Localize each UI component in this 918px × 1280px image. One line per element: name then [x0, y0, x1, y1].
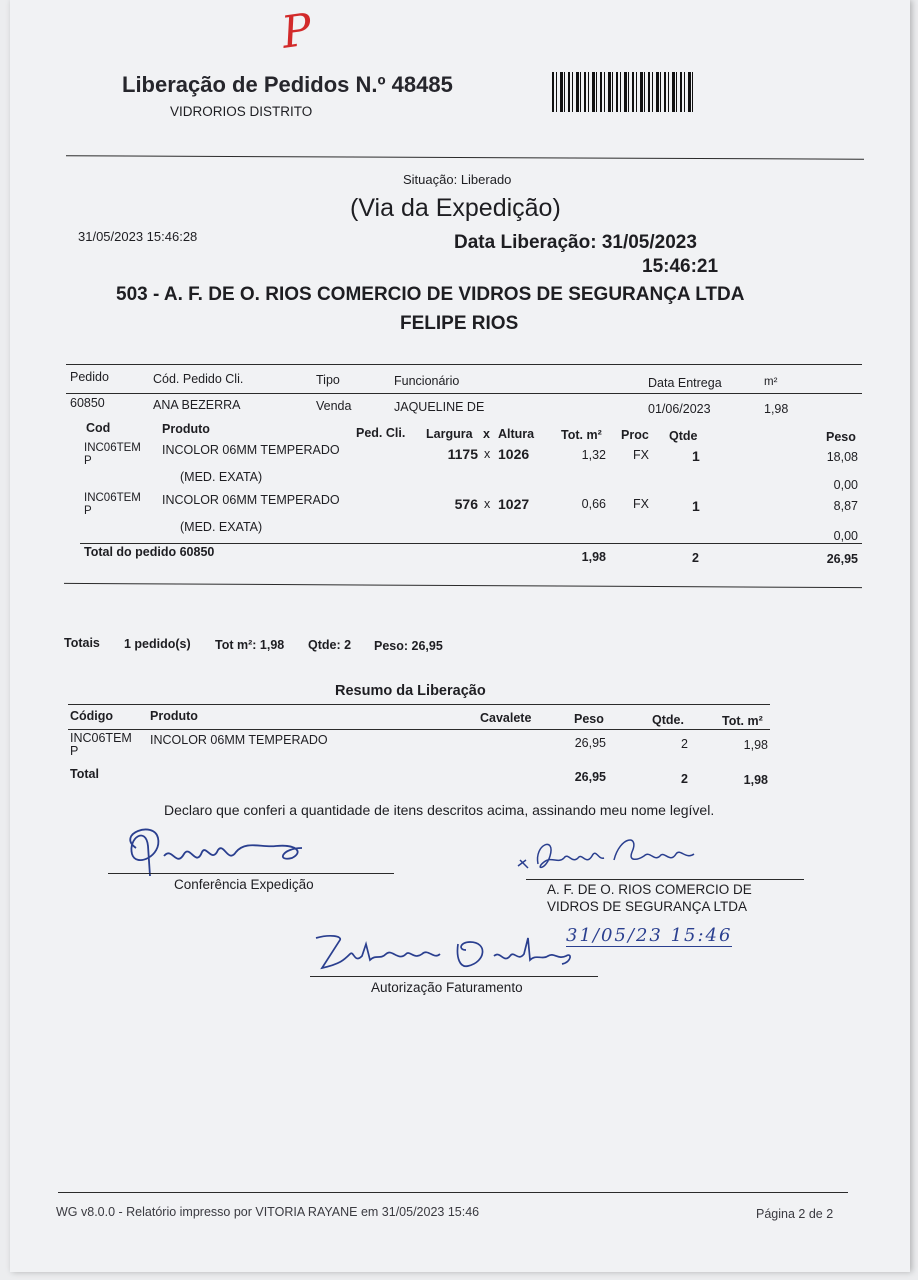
resumo-peso: 26,95 — [574, 736, 606, 750]
col-cod-pedido-cli: Cód. Pedido Cli. — [153, 372, 244, 386]
totals-label: Totais — [64, 636, 100, 650]
order-total-qtde: 2 — [692, 551, 699, 565]
items-col-tot-m2: Tot. m² — [561, 428, 602, 442]
resumo-col-produto: Produto — [150, 709, 198, 723]
order-m2: 1,98 — [764, 402, 789, 416]
company-line-2: VIDROS DE SEGURANÇA LTDA — [547, 899, 748, 914]
autorizacao-label: Autorização Faturamento — [371, 980, 523, 995]
resumo-qtde: 2 — [681, 737, 688, 751]
resumo-col-peso: Peso — [574, 712, 604, 726]
conferencia-label: Conferência Expedição — [174, 877, 314, 892]
data-liberacao: Data Liberação: 31/05/2023 — [454, 232, 697, 253]
order-table-top — [66, 364, 862, 365]
col-funcionario: Funcionário — [394, 374, 460, 388]
declaration-text: Declaro que conferi a quantidade de itens descritos acima, assinando meu nome legível. — [164, 802, 715, 818]
items-col-largura: Largura — [426, 427, 473, 441]
items-col-qtde: Qtde — [669, 429, 698, 443]
items-col-proc: Proc — [621, 428, 649, 442]
col-data-entrega: Data Entrega — [648, 376, 722, 390]
resumo-title: Resumo da Liberação — [335, 683, 486, 699]
totals-peso: Peso: 26,95 — [374, 639, 443, 653]
item-note-peso: 0,00 — [833, 478, 858, 492]
order-total-label: Total do pedido 60850 — [84, 545, 215, 559]
items-col-ped-cli: Ped. Cli. — [356, 426, 406, 440]
order-tipo: Venda — [316, 399, 352, 413]
resumo-produto: INCOLOR 06MM TEMPERADO — [150, 733, 328, 747]
items-col-peso: Peso — [826, 430, 856, 444]
printed-datetime: 31/05/2023 15:46:28 — [78, 229, 198, 244]
resumo-total-peso: 26,95 — [574, 770, 606, 784]
resumo-top — [68, 704, 770, 705]
signature-line-autorizacao — [310, 976, 598, 977]
item-produto: INCOLOR 06MM TEMPERADO — [162, 493, 340, 507]
resumo-total-tot-m2: 1,98 — [743, 773, 768, 787]
totals-qtde: Qtde: 2 — [308, 638, 352, 652]
resumo-col-qtde: Qtde. — [652, 713, 684, 727]
col-pedido: Pedido — [70, 370, 109, 384]
resumo-header-divider — [68, 729, 770, 730]
order-total-m2: 1,98 — [581, 550, 606, 564]
footer-page: Página 2 de 2 — [756, 1207, 834, 1221]
barcode — [552, 72, 694, 112]
item-tot-m2: 0,66 — [581, 497, 606, 511]
order-total-peso: 26,95 — [826, 552, 858, 566]
item-qtde: 1 — [692, 448, 700, 464]
item-largura: 576 — [454, 496, 478, 512]
item-peso: 8,87 — [833, 499, 858, 513]
item-peso: 18,08 — [826, 450, 858, 464]
signature-line-conferencia — [108, 873, 394, 874]
item-proc: FX — [633, 497, 649, 511]
footer-printed-by: WG v8.0.0 - Relatório impresso por VITORIA RAYANE em 31/05/2023 15:46 — [56, 1205, 480, 1219]
totals-pedidos: 1 pedido(s) — [124, 637, 191, 651]
hora-liberacao: 15:46:21 — [642, 256, 719, 277]
item-produto: INCOLOR 06MM TEMPERADO — [162, 443, 340, 457]
items-col-x: x — [483, 427, 490, 441]
item-altura: 1026 — [498, 446, 530, 462]
order-data-entrega: 01/06/2023 — [648, 402, 711, 416]
item-altura: 1027 — [498, 496, 530, 512]
divider — [64, 583, 862, 588]
signature-line-company — [526, 879, 804, 880]
company-line-1: A. F. DE O. RIOS COMERCIO DE — [547, 882, 752, 897]
item-note-peso: 0,00 — [833, 529, 858, 543]
item-largura: 1175 — [447, 446, 478, 462]
item-proc: FX — [633, 448, 649, 462]
client-contact: FELIPE RIOS — [400, 313, 519, 334]
resumo-total-qtde: 2 — [681, 772, 688, 786]
item-x: x — [484, 497, 491, 511]
col-m2: m² — [764, 376, 778, 388]
order-cod-pedido-cli: ANA BEZERRA — [153, 398, 241, 412]
resumo-tot-m2: 1,98 — [743, 738, 768, 752]
item-x: x — [484, 447, 491, 461]
items-col-altura: Altura — [498, 427, 535, 441]
order-total-divider — [80, 543, 862, 544]
divider — [66, 155, 864, 159]
situacao-label: Situação: Liberado — [403, 172, 512, 187]
resumo-codigo: INC06TEM P — [70, 731, 132, 758]
item-tot-m2: 1,32 — [581, 448, 606, 462]
client-name: 503 - A. F. DE O. RIOS COMERCIO DE VIDROS DE SEGURANÇA LTDA — [116, 284, 745, 305]
signature-autorizacao — [310, 924, 580, 980]
order-pedido: 60850 — [70, 396, 105, 410]
items-col-produto: Produto — [162, 422, 210, 436]
via-label: (Via da Expedição) — [350, 194, 561, 222]
document-page — [10, 0, 910, 1272]
handwritten-date: 31/05/23 15:46 — [566, 925, 733, 946]
item-note: (MED. EXATA) — [180, 470, 263, 484]
company-name: VIDRORIOS DISTRITO — [170, 104, 313, 119]
item-cod: INC06TEM P — [84, 442, 141, 467]
col-tipo: Tipo — [316, 373, 340, 387]
signature-company — [510, 830, 700, 880]
resumo-total-label: Total — [70, 767, 99, 781]
item-qtde: 1 — [692, 498, 700, 514]
order-funcionario: JAQUELINE DE — [394, 400, 485, 414]
item-cod: INC06TEM P — [84, 492, 141, 517]
items-col-cod: Cod — [86, 421, 111, 435]
handwritten-mark: P — [278, 4, 316, 59]
resumo-col-cavalete: Cavalete — [480, 711, 532, 725]
resumo-col-codigo: Código — [70, 709, 114, 723]
item-note: (MED. EXATA) — [180, 520, 263, 534]
order-header-divider — [66, 393, 862, 394]
document-title: Liberação de Pedidos N.º 48485 — [122, 72, 453, 97]
totals-tot-m2: Tot m²: 1,98 — [215, 638, 285, 652]
resumo-col-tot-m2: Tot. m² — [722, 714, 763, 728]
footer-divider — [58, 1192, 848, 1193]
